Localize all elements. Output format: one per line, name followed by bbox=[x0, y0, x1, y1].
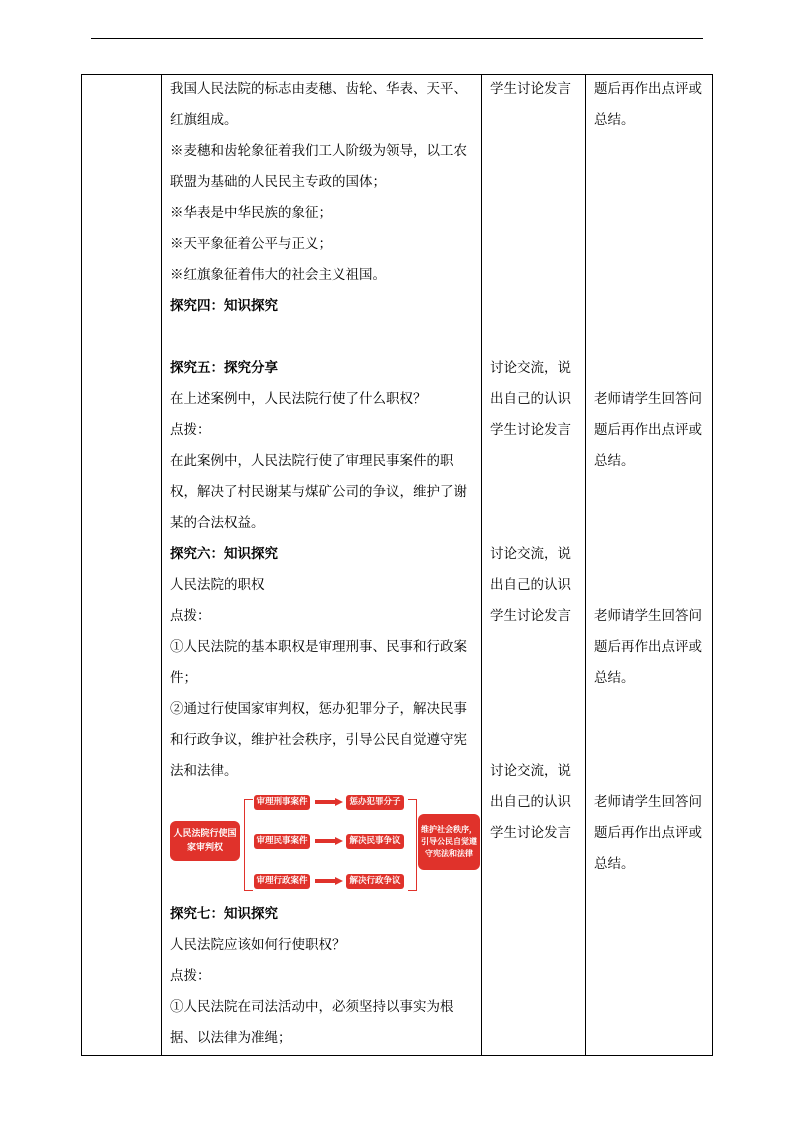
content-line: 点拨： bbox=[170, 968, 211, 984]
content-line: ※华表是中华民族的象征； bbox=[170, 205, 332, 221]
content-line: 点拨： bbox=[170, 422, 211, 438]
section-heading: 探究五：探究分享 bbox=[170, 360, 278, 376]
teacher-line: 题后再作出点评或 bbox=[594, 81, 702, 97]
activity-line: 出自己的认识 bbox=[490, 794, 571, 810]
section-heading: 探究七：知识探究 bbox=[170, 906, 278, 922]
teacher-line: 总结。 bbox=[594, 856, 635, 872]
activity-line: 讨论交流，说 bbox=[490, 546, 571, 562]
content-line: 在此案例中，人民法院行使了审理民事案件的职 bbox=[170, 453, 454, 469]
content-line: 人民法院应该如何行使职权？ bbox=[170, 937, 346, 953]
activity-line: 出自己的认识 bbox=[490, 577, 571, 593]
diagram-outcome-box: 维护社会秩序，引导公民自觉遵守宪法和法律 bbox=[418, 814, 480, 870]
left-brace bbox=[244, 799, 253, 891]
activity-line: 学生讨论发言 bbox=[490, 422, 571, 438]
result-box-administrative: 解决行政争议 bbox=[346, 874, 404, 889]
content-line: 件； bbox=[170, 670, 197, 686]
diagram-main-box: 人民法院行使国家审判权 bbox=[170, 821, 240, 861]
content-line: 在上述案例中，人民法院行使了什么职权？ bbox=[170, 391, 427, 407]
court-powers-diagram bbox=[168, 792, 480, 898]
teacher-line: 题后再作出点评或 bbox=[594, 639, 702, 655]
arrow-right-icon bbox=[315, 798, 343, 806]
arrow-right-icon bbox=[315, 877, 343, 885]
activity-line: 讨论交流，说 bbox=[490, 360, 571, 376]
stage-column-cell bbox=[82, 75, 162, 1056]
result-box-civil: 解决民事争议 bbox=[346, 834, 404, 849]
activity-line: 学生讨论发言 bbox=[490, 81, 571, 97]
teacher-line: 总结。 bbox=[594, 453, 635, 469]
case-box-civil: 审理民事案件 bbox=[254, 834, 310, 849]
lesson-plan-table bbox=[81, 74, 713, 1056]
arrow-right-icon bbox=[315, 837, 343, 845]
teacher-line: 老师请学生回答问 bbox=[594, 391, 702, 407]
content-line: 联盟为基础的人民民主专政的国体； bbox=[170, 174, 386, 190]
content-line: 我国人民法院的标志由麦穗、齿轮、华表、天平、 bbox=[170, 81, 467, 97]
content-line: 权，解决了村民谢某与煤矿公司的争议，维护了谢 bbox=[170, 484, 467, 500]
content-line: 某的合法权益。 bbox=[170, 515, 265, 531]
content-line: 红旗组成。 bbox=[170, 112, 238, 128]
result-box-criminal: 惩办犯罪分子 bbox=[346, 795, 404, 810]
teacher-activity-cell bbox=[586, 75, 713, 1056]
teacher-line: 老师请学生回答问 bbox=[594, 608, 702, 624]
content-line: 和行政争议，维护社会秩序，引导公民自觉遵守宪 bbox=[170, 732, 467, 748]
student-activity-cell bbox=[482, 75, 586, 1056]
header-rule bbox=[91, 38, 703, 39]
section-heading: 探究六：知识探究 bbox=[170, 546, 278, 562]
content-line: ①人民法院在司法活动中，必须坚持以事实为根 bbox=[170, 999, 454, 1015]
teacher-line: 题后再作出点评或 bbox=[594, 825, 702, 841]
activity-line: 学生讨论发言 bbox=[490, 608, 571, 624]
content-line: ※天平象征着公平与正义； bbox=[170, 236, 332, 252]
content-line: ※麦穗和齿轮象征着我们工人阶级为领导，以工农 bbox=[170, 143, 467, 159]
teacher-line: 老师请学生回答问 bbox=[594, 794, 702, 810]
content-line: 人民法院的职权 bbox=[170, 577, 265, 593]
teacher-line: 总结。 bbox=[594, 112, 635, 128]
content-column-cell bbox=[162, 75, 482, 1056]
content-line: 点拨： bbox=[170, 608, 211, 624]
activity-line: 出自己的认识 bbox=[490, 391, 571, 407]
activity-line: 学生讨论发言 bbox=[490, 825, 571, 841]
case-box-administrative: 审理行政案件 bbox=[254, 874, 310, 889]
case-box-criminal: 审理刑事案件 bbox=[254, 795, 310, 810]
content-line: 据、以法律为准绳； bbox=[170, 1030, 292, 1046]
teacher-line: 总结。 bbox=[594, 670, 635, 686]
right-brace bbox=[408, 799, 417, 891]
content-line: ①人民法院的基本职权是审理刑事、民事和行政案 bbox=[170, 639, 467, 655]
activity-line: 讨论交流，说 bbox=[490, 763, 571, 779]
section-heading: 探究四：知识探究 bbox=[170, 298, 278, 314]
content-line: 法和法律。 bbox=[170, 763, 238, 779]
teacher-line: 题后再作出点评或 bbox=[594, 422, 702, 438]
content-line: ※红旗象征着伟大的社会主义祖国。 bbox=[170, 267, 386, 283]
content-line: ②通过行使国家审判权，惩办犯罪分子，解决民事 bbox=[170, 701, 467, 717]
